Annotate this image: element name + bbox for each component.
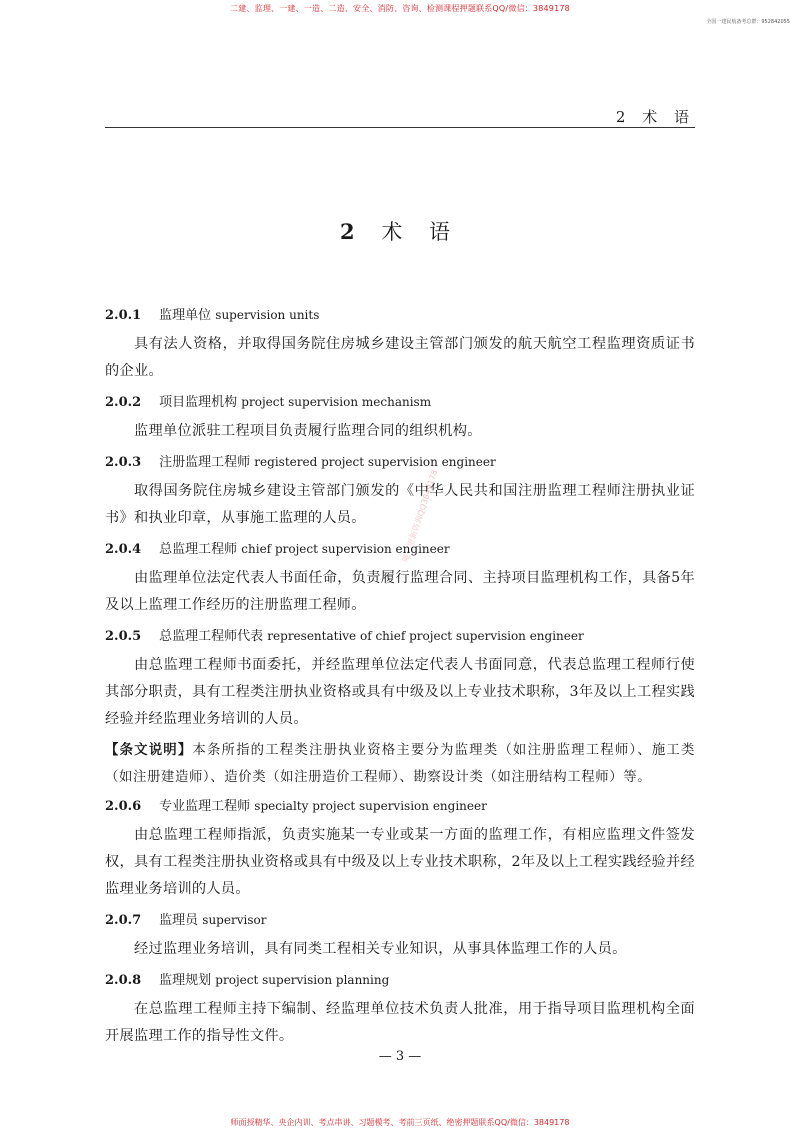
term-definition: 由监理单位法定代表人书面任命，负责履行监理合同、主持项目监理机构工作，具备5年及以上监理工作经历的注册监理工程师。: [105, 570, 695, 613]
term-2-0-1: [105, 302, 695, 329]
term-2-0-2: [105, 389, 695, 416]
header-rule: [105, 127, 695, 128]
term-definition: 由总监理工程师书面委托，并经监理单位法定代表人书面同意，代表总监理工程师行使其部分职责，具有工程类注册执业资格或具有中级及以上专业技术职称，3年及以上工程实践经验并经监理业务培训的人员。: [105, 657, 695, 727]
top-banner: 二建、监理、一建、一造、二造、安全、消防、咨询、检测课程押题联系QQ/微信：3849178: [230, 4, 570, 13]
term-name-cn: 项目监理机构: [159, 395, 238, 410]
terms-section: [105, 300, 695, 1054]
term-number: 2.0.8: [105, 973, 142, 988]
term-2-0-5: [105, 623, 695, 650]
term-name-en: registered project supervision engineer: [254, 455, 496, 469]
term-2-0-4: [105, 536, 695, 563]
term-number: 2.0.1: [105, 308, 142, 323]
term-definition: 监理单位派驻工程项目负责履行监理合同的组织机构。: [134, 423, 482, 439]
chapter-number: 2: [340, 219, 365, 244]
bottom-banner: 师面授精华、央企内训、考点串讲、习题模考、考前三页纸、绝密押题联系QQ/微信：3849178: [230, 1118, 570, 1127]
term-name-en: project supervision mechanism: [241, 395, 432, 409]
term-definition: 由总监理工程师指派，负责实施某一专业或某一方面的监理工作，有相应监理文件签发权，具有工程类注册执业资格或具有中级及以上专业技术职称，2年及以上工程实践经验并经监理业务培训的人员。: [105, 827, 695, 897]
term-name-cn: 专业监理工程师: [159, 799, 251, 814]
running-head: 2 术 语: [615, 108, 695, 126]
top-right-note: 全国一建民航备考总群：952842055: [706, 19, 790, 25]
watermark: 唯一更新咨询QQ3849178: [400, 468, 440, 564]
term-name-cn: 监理规划: [159, 973, 212, 988]
term-number: 2.0.3: [105, 455, 142, 470]
term-name-en: supervision units: [215, 308, 320, 322]
term-2-0-3: [105, 449, 695, 476]
term-2-0-6: [105, 793, 695, 820]
term-definition: 具有法人资格，并取得国务院住房城乡建设主管部门颁发的航天航空工程监理资质证书的企业。: [105, 336, 695, 379]
term-name-cn: 监理员: [159, 913, 199, 928]
article-note: [105, 737, 695, 791]
term-number: 2.0.2: [105, 395, 142, 410]
term-name-cn: 注册监理工程师: [159, 455, 251, 470]
term-name-en: chief project supervision engineer: [241, 542, 450, 556]
term-name-cn: 监理单位: [159, 308, 212, 323]
term-definition: 经过监理业务培训，具有同类工程相关专业知识，从事具体监理工作的人员。: [134, 941, 627, 957]
article-note-text: 本条所指的工程类注册执业资格主要分为监理类（如注册监理工程师）、施工类（如注册建造师）、造价类（如注册造价工程师）、勘察设计类（如注册结构工程师）等。: [105, 743, 695, 785]
term-number: 2.0.4: [105, 542, 142, 557]
term-number: 2.0.6: [105, 799, 142, 814]
term-name-en: project supervision planning: [215, 973, 390, 987]
term-name-cn: 总监理工程师: [159, 542, 238, 557]
term-name-cn: 总监理工程师代表: [159, 629, 264, 644]
term-name-en: representative of chief project supervision engineer: [267, 629, 584, 643]
article-note-label: 【条文说明】: [105, 742, 193, 758]
chapter-title-text: 术 语: [381, 220, 460, 244]
page-number: — 3 —: [378, 1049, 422, 1064]
term-number: 2.0.5: [105, 629, 142, 644]
chapter-title: [0, 216, 800, 246]
term-number: 2.0.7: [105, 913, 142, 928]
term-name-en: supervisor: [202, 913, 267, 927]
term-2-0-7: [105, 907, 695, 934]
term-2-0-8: [105, 967, 695, 994]
term-definition: 在总监理工程师主持下编制、经监理单位技术负责人批准，用于指导项目监理机构全面开展监理工作的指导性文件。: [105, 1001, 695, 1044]
term-definition: 取得国务院住房城乡建设主管部门颁发的《中华人民共和国注册监理工程师注册执业证书》和执业印章，从事施工监理的人员。: [105, 483, 695, 526]
term-name-en: specialty project supervision engineer: [254, 799, 487, 813]
